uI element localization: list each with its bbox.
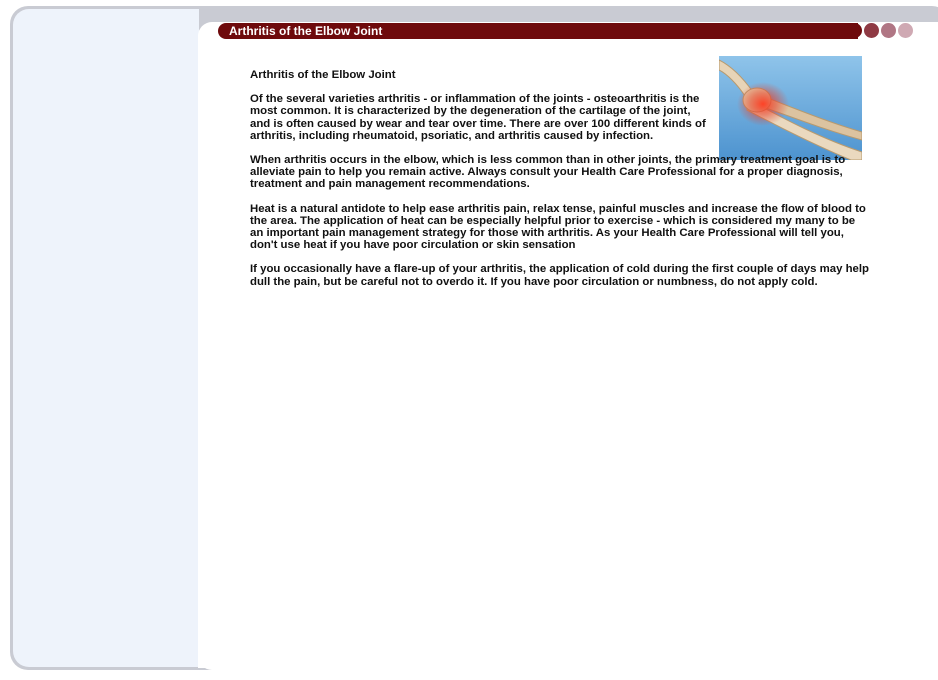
decorative-dots [847,23,917,39]
article-paragraph-3: Heat is a natural antidote to help ease arthritis pain, relax tense, painful muscles and increase the flow of blood to the area. The application of heat can be especially helpful prior to exercise - which is considered my many to be an important pain management strategy for those with arthritis. As your Health Care Professional will tell you, don't use heat if you have poor circulation or skin sensation [250,202,866,252]
content-panel-bottom [198,656,938,670]
dot-4 [898,23,913,38]
article-paragraph-1: Of the several varieties arthritis - or inflammation of the joints - osteoarthritis is the most common. It is characterized by the degeneration of the cartilage of the joint, and is often caused by wear and tear over time. There are over 100 different kinds of arthritis, including rheumatoid, psoriatic, and arthritis caused by infection. [250,93,706,142]
sidebar [13,9,199,667]
article-paragraph-4: If you occasionally have a flare-up of your arthritis, the application of cold during the first couple of days may help dull the pain, but be careful not to overdo it. If you have poor circulation or numbness, do not apply cold. [250,263,869,288]
article-paragraph-2: When arthritis occurs in the elbow, which is less common than in other joints, the primary treatment goal is to alleviate pain to help you remain active. Always consult your Health Care Professional for a proper diagnosis, treatment and pain management recommendations. [250,154,846,191]
article [250,69,870,300]
title-bar [218,23,858,39]
dot-3 [881,23,896,38]
title-bar-text: Arthritis of the Elbow Joint [229,24,383,38]
dot-2 [864,23,879,38]
article-heading: Arthritis of the Elbow Joint [250,69,396,81]
dot-1 [847,23,862,38]
